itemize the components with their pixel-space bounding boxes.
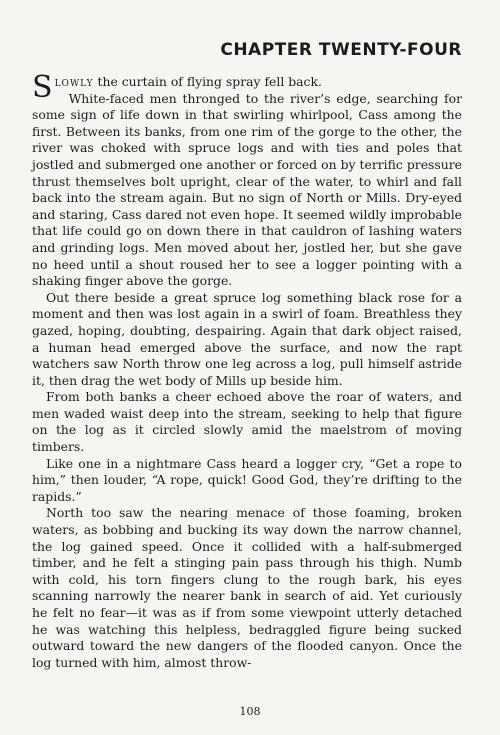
chapter-title: CHAPTER TWENTY-FOUR — [220, 40, 462, 60]
page-number: 108 — [239, 705, 261, 718]
paragraph: White-faced men thronged to the river’s edge, searching for some sign of life down in that swirling whirlpool, Cass among the first. Between its banks, from one rim of the gorge to the other, the river was choked with spruce logs and with ties and poles that jostled and submerged one another or forced on by terrific pressure thrust themselves bolt upright, clear of the water, to whirl and fall back into the stream again. But no sign of North or Mills. Dry-eyed and staring, Cass dared not even hope. It seemed wildly improbable that life could go on down there in that cauldron of lashing waters and grinding logs. Men moved about her, jostled her, but she gave no heed until a shout roused her to see a logger pointing with a shaking finger above the gorge. — [32, 90, 462, 289]
paragraph: Out there beside a great spruce log something black rose for a moment and then was lost again in a swirl of foam. Breathless they gazed, hoping, doubting, despairing. Again that dark object raised, a human head emerged above the surface, and now the rapt watchers saw North throw one leg across a log, pull himself astride it, then drag the wet body of Mills up beside him. — [32, 289, 462, 388]
opening-text: the curtain of flying spray fell back. — [97, 74, 322, 89]
chapter-body — [32, 70, 462, 671]
opening-paragraph — [32, 70, 462, 105]
opening-small-caps: lowly — [54, 74, 94, 89]
paragraph: Like one in a nightmare Cass heard a logger cry, “Get a rope to him,” then louder, “A rope, quick! Good God, they’re drifting to the rapids.” — [32, 455, 462, 504]
book-page — [32, 40, 462, 671]
paragraph: From both banks a cheer echoed above the roar of waters, and men waded waist deep into the stream, seeking to help that figure on the log as it circled slowly amid the maelstrom of moving timbers. — [32, 389, 462, 455]
drop-cap: S — [32, 70, 53, 105]
paragraph: North too saw the nearing menace of those foaming, broken waters, as bobbing and bucking its way down the narrow channel, the log gained speed. Once it collided with a half-submerged timber, and he felt a stinging pain pass through his thigh. Numb with cold, his torn fingers clung to the rough bark, his eyes scanning narrowly the nearer bank in search of aid. Yet curiously he felt no fear—it was as if from some viewpoint utterly detached he was watching this helpless, bedraggled figure being sucked outward toward the new dangers of the flooded canyon. Once the log turned with him, almost throw- — [32, 505, 462, 670]
